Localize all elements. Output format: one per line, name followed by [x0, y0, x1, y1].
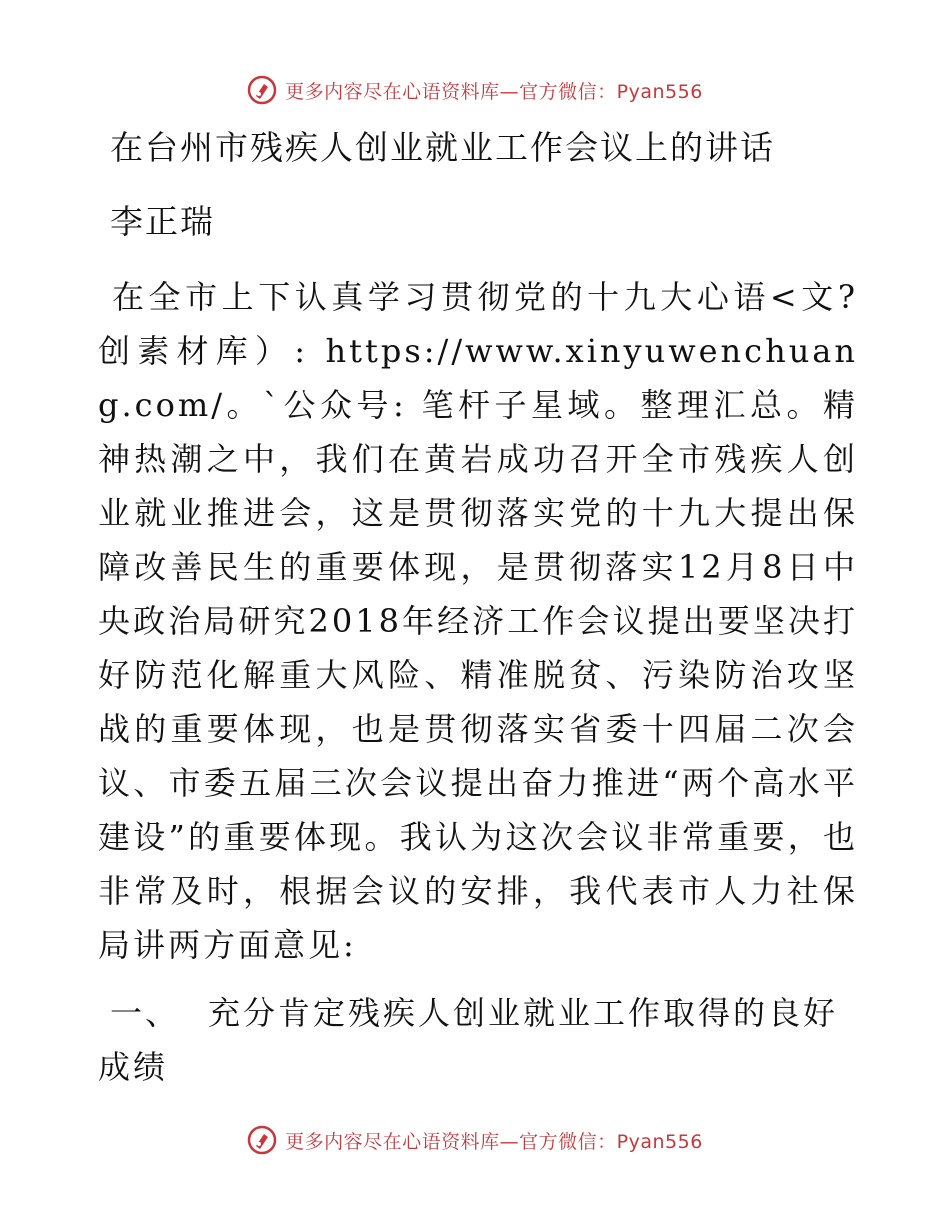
banner-text: 更多内容尽在心语资料库—官方微信：Pyan556	[285, 80, 703, 103]
document-author: 李正瑞	[110, 202, 215, 241]
pen-nib-icon	[247, 1125, 277, 1155]
footer-banner	[0, 1120, 950, 1160]
body-paragraph: 在全市上下认真学习贯彻党的十九大心语<文?创素材库）: https://www.xinyuwenchuang.com/。`公众号: 笔杆子星域。整理汇总。精神热潮之中，我们在黄岩成功召开全市残疾人创业就业推进会，这是贯彻落实党的十九大提出保障改善民生的重要体现，是贯彻落实12月8日中央政治局研究2018年经济工作会议提出要坚决打好防范化解重大风险、精准脱贫、污染防治攻坚战的重要体现，也是贯彻落实省委十四届二次会议、市委五届三次会议提出奋力推进“两个高水平建设”的重要体现。我认为这次会议非常重要，也非常及时，根据会议的安排，我代表市人力社保局讲两方面意见:	[98, 278, 858, 964]
document-title: 在台州市残疾人创业就业工作会议上的讲话	[110, 128, 775, 167]
section-heading	[98, 986, 858, 1094]
header-banner	[0, 70, 950, 110]
pen-nib-icon	[247, 75, 277, 105]
section-number: 一、	[110, 994, 181, 1032]
banner-text: 更多内容尽在心语资料库—官方微信：Pyan556	[285, 1130, 703, 1153]
section-heading-text: 充分肯定残疾人创业就业工作取得的良好成绩	[98, 994, 839, 1086]
